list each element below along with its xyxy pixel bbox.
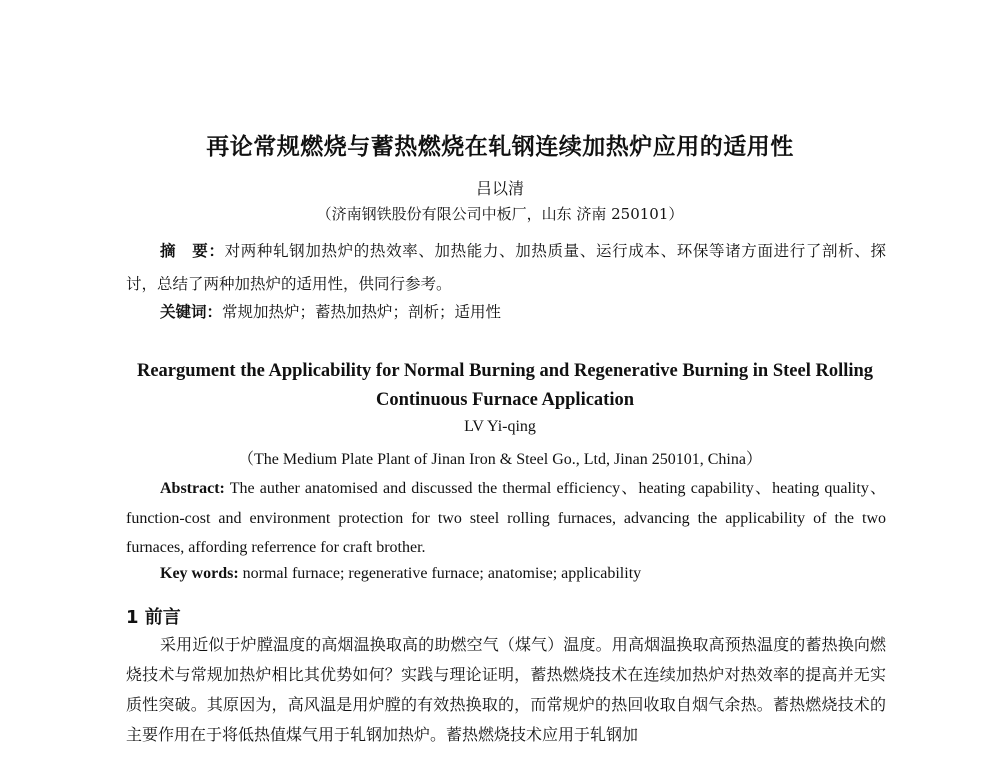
keywords-zh-label: 关键词： [160, 303, 223, 321]
keywords-zh-text: 常规加热炉；蓄热加热炉；剖析；适用性 [222, 303, 502, 321]
keywords-en [126, 562, 886, 586]
keywords-en-text: normal furnace; regenerative furnace; anatomise; applicability [238, 565, 642, 582]
abstract-zh-label: 摘 要： [160, 242, 225, 260]
keywords-en-label: Key words: [160, 565, 239, 582]
section-body-introduction: 采用近似于炉膛温度的高烟温换取高的助燃空气（煤气）温度。用高烟温换取高预热温度的蓄热换向燃烧技术与常规加热炉相比其优势如何？实践与理论证明，蓄热燃烧技术在连续加热炉对热效率的提高并无实质性突破。其原因为，高风温是用炉膛的有效热换取的，而常规炉的热回收取自烟气余热。蓄热燃烧技术的主要作用在于将低热值煤气用于轧钢加热炉。蓄热燃烧技术应用于轧钢加 [126, 635, 886, 744]
abstract-zh-text: 对两种轧钢加热炉的热效率、加热能力、加热质量、运行成本、环保等诸方面进行了剖析、探讨，总结了两种加热炉的适用性，供同行参考。 [126, 242, 886, 293]
abstract-en-label: Abstract: [160, 480, 225, 497]
abstract-en-text: The auther anatomised and discussed the thermal efficiency、heating capability、heating quality、function-cost and environment protection for two steel rolling furnaces, advancing the applicability of the two furnaces, affording referrence for craft brother. [126, 480, 886, 556]
paper-title-zh: 再论常规燃烧与蓄热燃烧在轧钢连续加热炉应用的适用性 [206, 134, 794, 160]
abstract-en [126, 474, 886, 563]
paper-title-en: Reargument the Applicability for Normal Burning and Regenerative Burning in Steel Rolling Continuous Furnace Application [136, 361, 874, 410]
author-name-zh: 吕以清 [475, 179, 524, 198]
author-name-en: LV Yi-qing [464, 418, 536, 435]
affiliation-zh: （济南钢铁股份有限公司中板厂，山东 济南 250101） [316, 205, 684, 223]
abstract-zh [126, 235, 886, 301]
section-heading-introduction: 1 前言 [126, 607, 181, 628]
keywords-zh [126, 300, 886, 324]
affiliation-en: （The Medium Plate Plant of Jinan Iron & Steel Go., Ltd, Jinan 250101, China） [238, 451, 762, 468]
